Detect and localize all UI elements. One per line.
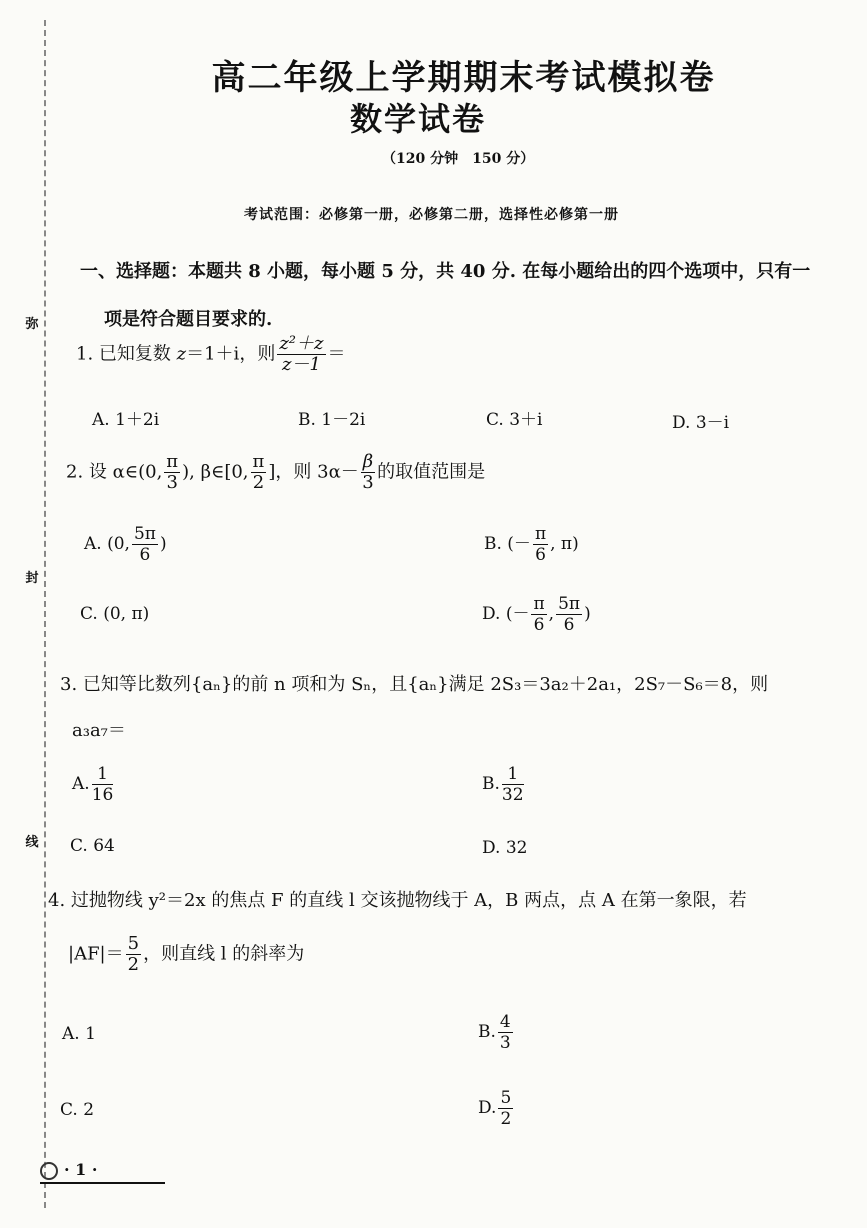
exam-time-score: （120 分钟 150 分） xyxy=(382,151,535,167)
q4-option-b xyxy=(478,1012,515,1053)
q4-num: 5 xyxy=(127,933,140,954)
q1-option-d: D. 3－i xyxy=(672,413,730,433)
q1-frac-den: z－1 xyxy=(281,354,321,375)
q2-d-frac2 xyxy=(556,594,582,635)
question-3-line1: 3. 已知等比数列{aₙ}的前 n 项和为 Sₙ，且{aₙ}满足 2S₃＝3a₂＋2a₁，2S₇－S₆＝8，则 xyxy=(60,674,769,695)
page-footer xyxy=(40,1160,165,1184)
q4-den: 2 xyxy=(127,954,140,975)
q2-a-den: 6 xyxy=(139,545,151,565)
question-2 xyxy=(66,452,485,493)
q2-a-post: ) xyxy=(159,534,167,554)
question-4-line2 xyxy=(68,934,304,975)
q2-frac1 xyxy=(164,452,180,493)
q4-b-num: 4 xyxy=(499,1012,511,1032)
q2-mid2: ]，则 3α－ xyxy=(268,461,359,483)
question-1 xyxy=(76,334,346,375)
q2-d-den2: 6 xyxy=(563,615,575,635)
q2-d-pre: D. (－ xyxy=(482,604,530,624)
q3-a-num: 1 xyxy=(92,764,114,785)
page-number: · 1 · xyxy=(64,1160,98,1179)
q3-a-frac xyxy=(92,764,114,805)
q2-frac1-num: π xyxy=(166,451,179,472)
q4-d-frac xyxy=(498,1088,513,1129)
q2-frac3-num: β xyxy=(362,451,374,472)
section-heading-line2: 项是符合题目要求的. xyxy=(104,309,273,330)
q2-option-a xyxy=(84,524,167,565)
q3-b-frac xyxy=(502,764,524,805)
q1-suffix: ＝ xyxy=(327,343,346,365)
q4-post: ，则直线 l 的斜率为 xyxy=(143,943,305,965)
q3-option-a xyxy=(72,764,115,805)
q1-option-c: C. 3＋i xyxy=(486,410,543,430)
q3-b-den: 32 xyxy=(501,785,524,805)
q1-fraction xyxy=(277,334,325,375)
q2-a-num: 5π xyxy=(133,524,156,544)
q4-frac xyxy=(126,934,141,975)
q2-frac1-den: 3 xyxy=(166,472,178,493)
section-heading xyxy=(80,248,825,344)
question-4-line1: 4. 过抛物线 y²＝2x 的焦点 F 的直线 l 交该抛物线于 A，B 两点，点 A 在第一象限，若 xyxy=(48,890,747,911)
q4-b-den: 3 xyxy=(499,1033,511,1053)
q1-option-b: B. 1－2i xyxy=(298,410,366,430)
q2-b-pre: B. (－ xyxy=(484,534,531,554)
q3-a-den: 16 xyxy=(91,785,114,805)
margin-char-xian: 线 xyxy=(22,830,42,850)
q2-d-num2: 5π xyxy=(558,594,581,614)
lightbulb-icon xyxy=(40,1162,58,1180)
q3-option-d: D. 32 xyxy=(482,838,528,858)
q1-option-a: A. 1＋2i xyxy=(92,410,160,430)
q2-b-frac xyxy=(533,524,548,565)
q4-option-a: A. 1 xyxy=(62,1024,96,1044)
q3-b-pre: B. xyxy=(482,774,500,794)
binding-dashed-line xyxy=(44,20,46,1208)
q3-option-b xyxy=(482,764,526,805)
q2-frac2-num: π xyxy=(252,451,265,472)
q4-b-frac xyxy=(498,1012,513,1053)
q4-d-num: 5 xyxy=(500,1088,512,1108)
q2-d-post: ) xyxy=(584,604,591,624)
q4-option-d xyxy=(478,1088,515,1129)
q2-d-mid: , xyxy=(548,604,555,624)
exam-subject: 数学试卷 xyxy=(350,100,487,138)
q3-option-c: C. 64 xyxy=(70,836,115,856)
question-3-line2: a₃a₇＝ xyxy=(72,720,126,741)
q2-mid: ), β∈[0, xyxy=(182,461,249,483)
q1-var: z xyxy=(176,343,187,365)
q1-frac-num: z²＋z xyxy=(279,333,324,354)
q2-option-d xyxy=(482,594,591,635)
exam-scope: 考试范围：必修第一册，必修第二册，选择性必修第一册 xyxy=(244,207,619,223)
q2-b-post: , π) xyxy=(550,534,579,554)
q2-frac2 xyxy=(251,452,267,493)
q2-frac2-den: 2 xyxy=(252,472,265,493)
q3-a-pre: A. xyxy=(72,774,90,794)
exam-title: 高二年级上学期期末考试模拟卷 xyxy=(211,58,716,98)
q2-d-frac1 xyxy=(531,594,546,635)
q1-eq: ＝1＋i，则 xyxy=(186,343,276,365)
q4-d-den: 2 xyxy=(500,1109,512,1129)
q2-d-den: 6 xyxy=(533,615,545,635)
q2-a-frac xyxy=(132,524,158,565)
q2-option-b xyxy=(484,524,579,565)
q2-prefix: 2. 设 α∈(0, xyxy=(66,461,163,483)
margin-char-feng: 封 xyxy=(22,566,42,586)
q2-b-den: 6 xyxy=(535,545,546,565)
q4-pre: |AF|＝ xyxy=(68,943,124,965)
q3-b-num: 1 xyxy=(502,764,524,785)
q2-option-c: C. (0, π) xyxy=(80,604,150,624)
q2-d-num: π xyxy=(533,594,545,614)
q4-d-pre: D. xyxy=(478,1098,497,1118)
q1-prefix: 1. 已知复数 xyxy=(76,343,177,365)
section-heading-line1: 一、选择题：本题共 8 小题，每小题 5 分，共 40 分. 在每小题给出的四个选项中，只有一 xyxy=(80,261,811,282)
q4-option-c: C. 2 xyxy=(60,1100,95,1120)
q2-b-num: π xyxy=(534,524,547,544)
q2-frac3-den: 3 xyxy=(362,472,374,493)
margin-char-mi: 弥 xyxy=(22,312,42,332)
q4-b-pre: B. xyxy=(478,1022,496,1042)
q2-frac3 xyxy=(361,452,375,493)
q2-a-pre: A. (0, xyxy=(84,534,130,554)
q2-suffix: 的取值范围是 xyxy=(377,461,486,483)
